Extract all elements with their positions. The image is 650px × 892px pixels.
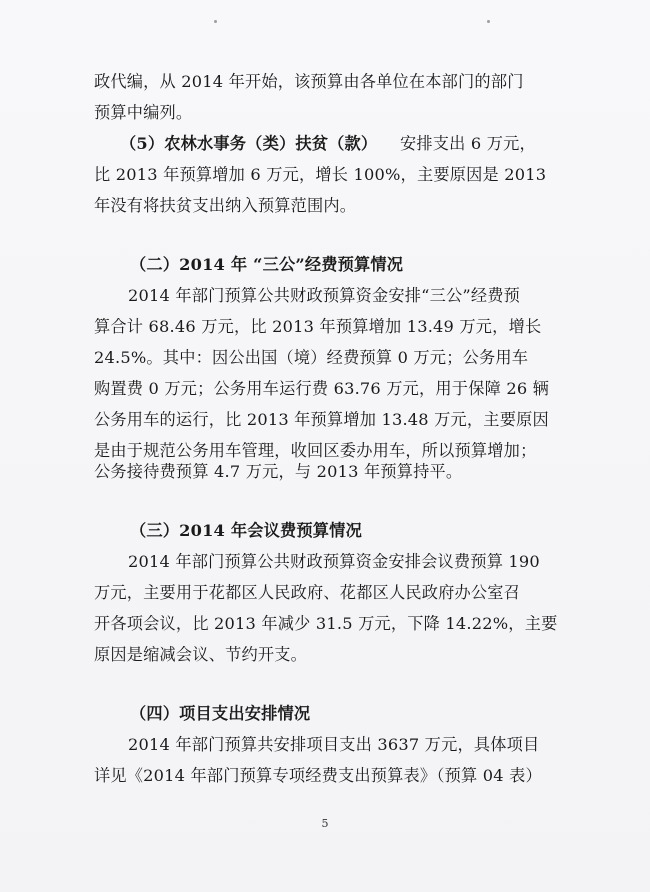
page-number: 5 xyxy=(321,817,329,830)
scan-speck xyxy=(214,20,217,23)
body-line: 购置费 0 万元；公务用车运行费 63.76 万元，用于保障 26 辆 xyxy=(94,379,550,398)
body-line: 详见《2014 年部门预算专项经费支出预算表》（预算 04 表） xyxy=(94,766,542,785)
body-line: 2014 年部门预算公共财政预算资金安排“三公”经费预 xyxy=(128,286,521,305)
body-line: 公务接待费预算 4.7 万元，与 2013 年预算持平。 xyxy=(94,462,463,481)
body-line: 公务用车的运行，比 2013 年预算增加 13.48 万元，主要原因 xyxy=(94,410,549,429)
body-line: 安排支出 6 万元， xyxy=(400,134,536,153)
subsection-heading: （5）农林水事务（类）扶贫（款） xyxy=(120,134,378,153)
body-line: 2014 年部门预算共安排项目支出 3637 万元，具体项目 xyxy=(128,735,540,754)
body-line: 是由于规范公务用车管理，收回区委办用车，所以预算增加； xyxy=(94,441,537,460)
body-line: 预算中编列。 xyxy=(94,103,193,122)
section-heading: （二）2014 年 “三公”经费预算情况 xyxy=(130,255,404,274)
section-heading: （四）项目支出安排情况 xyxy=(130,704,311,723)
body-line: 年没有将扶贫支出纳入预算范围内。 xyxy=(94,196,357,215)
body-line: 开各项会议，比 2013 年减少 31.5 万元，下降 14.22%，主要 xyxy=(94,614,558,633)
scan-speck xyxy=(487,20,490,23)
body-line: 算合计 68.46 万元，比 2013 年预算增加 13.49 万元，增长 xyxy=(94,317,542,336)
body-line: 政代编，从 2014 年开始，该预算由各单位在本部门的部门 xyxy=(94,72,524,91)
section-heading: （三）2014 年会议费预算情况 xyxy=(130,521,362,540)
body-line: 原因是缩减会议、节约开支。 xyxy=(94,645,308,664)
body-line: 2014 年部门预算公共财政预算资金安排会议费预算 190 xyxy=(128,552,540,571)
body-line: 万元，主要用于花都区人民政府、花都区人民政府办公室召 xyxy=(94,583,521,602)
body-line: 24.5%。其中：因公出国（境）经费预算 0 万元；公务用车 xyxy=(94,348,529,367)
body-line: 比 2013 年预算增加 6 万元，增长 100%，主要原因是 2013 xyxy=(94,165,547,184)
